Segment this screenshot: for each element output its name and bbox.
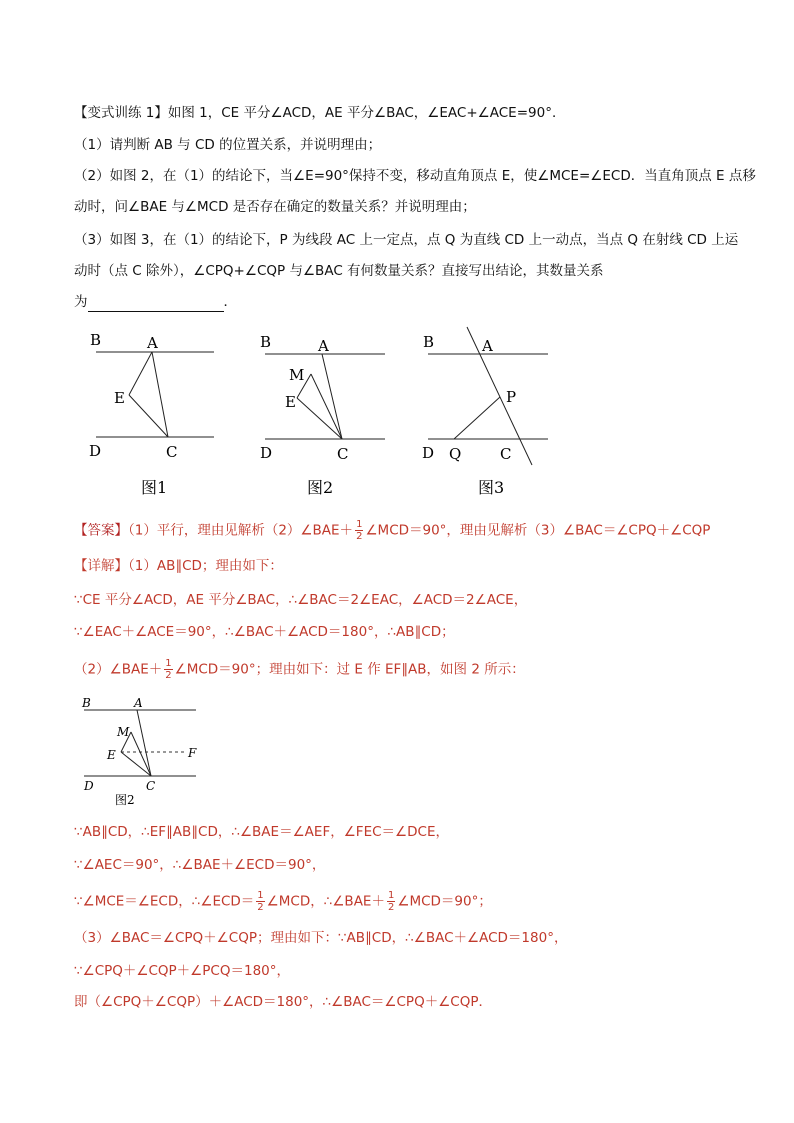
fraction-denominator: 2 — [257, 902, 264, 913]
fraction-denominator: 2 — [387, 902, 395, 913]
detail-line-6: ∵∠AEC＝90°，∴∠BAE＋∠ECD＝90°， — [74, 857, 326, 873]
fig2-label-e: E — [285, 393, 296, 411]
fig2-seg-mc — [311, 374, 342, 439]
figure-2 — [260, 333, 385, 497]
detail-figure — [74, 692, 214, 810]
detail-part1: （1）AB∥CD；理由如下： — [128, 558, 283, 574]
dfig-caption: 图2 — [115, 793, 135, 807]
detail-line-1 — [74, 556, 754, 576]
fig1-seg-ec — [129, 395, 168, 437]
detail-line-5: ∵AB∥CD，∴EF∥AB∥CD，∴∠BAE＝∠AEF，∠FEC＝∠DCE， — [74, 824, 449, 840]
answer-tag: 【答案】 — [74, 522, 128, 539]
figure-1 — [89, 331, 214, 497]
fig3-caption: 图3 — [478, 478, 505, 497]
dfig-label-a: A — [134, 696, 143, 710]
answer-part-2: ∠MCD＝90°，理由见解析（3）∠BAC＝∠CPQ＋∠CQP — [365, 522, 711, 539]
answer-suffix: ． — [223, 294, 237, 310]
fig1-label-a: A — [147, 334, 158, 352]
problem-line-3: （2）如图 2，在（1）的结论下，当∠E=90°保持不变，移动直角顶点 E，使∠MCE=∠ECD．当直角顶点 E 点移 — [74, 168, 756, 184]
fraction-numerator: 1 — [387, 890, 395, 901]
detail-line-9: ∵∠CPQ＋∠CQP＋∠PCQ＝180°， — [74, 963, 290, 979]
detail-7-c: ∠MCD＝90°； — [397, 893, 492, 910]
figures-row — [80, 325, 720, 505]
fig2-seg-ec — [297, 398, 342, 439]
fraction-numerator: 1 — [165, 658, 172, 669]
fig3-label-b: B — [423, 333, 435, 351]
detail-line-10: 即（∠CPQ＋∠CQP）＋∠ACD＝180°，∴∠BAC＝∠CPQ＋∠CQP． — [74, 994, 492, 1010]
fig3-label-a: A — [482, 337, 493, 355]
answer-fraction — [355, 519, 363, 542]
detail-7-b: ∠MCD，∴∠BAE＋ — [266, 893, 385, 910]
fig1-label-d: D — [89, 442, 102, 460]
answer-part-1: （1）平行，理由见解析（2）∠BAE＋ — [128, 522, 354, 539]
fig3-label-c: C — [500, 445, 512, 463]
detail-line-2: ∵CE 平分∠ACD，AE 平分∠BAC，∴∠BAC＝2∠EAC，∠ACD＝2∠ACE， — [74, 592, 528, 608]
fig2-label-b: B — [260, 333, 272, 351]
dfig-label-d: D — [84, 779, 94, 793]
fraction-denominator: 2 — [356, 531, 363, 542]
fig1-seg-ac — [152, 352, 168, 437]
detail-7-fraction-2 — [387, 890, 395, 913]
fig3-label-q: Q — [449, 445, 462, 463]
fig3-label-p: P — [506, 388, 517, 406]
problem-line-6: 动时（点 C 除外），∠CPQ+∠CQP 与∠BAC 有何数量关系？直接写出结论，其数量关系 — [74, 263, 604, 279]
fig2-label-a: A — [318, 337, 329, 355]
fig2-label-c: C — [337, 445, 349, 463]
fig2-caption: 图2 — [307, 478, 334, 497]
fig1-seg-ae — [129, 352, 152, 395]
fig2-seg-ac — [322, 354, 342, 439]
problem-line-2: （1）请判断 AB 与 CD 的位置关系，并说明理由； — [74, 137, 382, 153]
dfig-label-b: B — [82, 696, 91, 710]
fraction-numerator: 1 — [356, 519, 363, 530]
detail-4-post: ∠MCD＝90°；理由如下：过 E 作 EF∥AB，如图 2 所示： — [174, 661, 525, 678]
problem-line-4: 动时，问∠BAE 与∠MCD 是否存在确定的数量关系？并说明理由； — [74, 199, 476, 215]
dfig-seg-mc — [131, 732, 151, 776]
dfig-label-m: M — [117, 725, 130, 739]
answer-line — [74, 519, 754, 542]
fraction-denominator: 2 — [165, 670, 172, 681]
detail-4-pre: （2）∠BAE＋ — [74, 661, 163, 678]
fig3-seg-pq — [454, 397, 500, 439]
fig2-label-m: M — [289, 366, 305, 384]
fig1-label-c: C — [166, 443, 178, 461]
detail-line-7 — [74, 890, 754, 913]
fraction-numerator: 1 — [257, 890, 264, 901]
dfig-label-f: F — [188, 746, 197, 760]
fig1-label-e: E — [114, 389, 125, 407]
detail-7-a: ∵∠MCE＝∠ECD，∴∠ECD＝ — [74, 893, 255, 910]
fig1-label-b: B — [90, 331, 102, 349]
detail-7-fraction-1 — [256, 890, 264, 913]
detail-line-4 — [74, 658, 754, 681]
problem-line-5: （3）如图 3，在（1）的结论下，P 为线段 AC 上一定点，点 Q 为直线 CD 上一动点，当点 Q 在射线 CD 上运 — [74, 232, 739, 248]
detail-tag: 【详解】 — [74, 558, 128, 574]
fig3-label-d: D — [422, 444, 435, 462]
problem-line-7 — [74, 292, 754, 312]
detail-line-3: ∵∠EAC＋∠ACE＝90°，∴∠BAC＋∠ACD＝180°，∴AB∥CD； — [74, 624, 455, 640]
dfig-label-c: C — [146, 779, 156, 793]
dfig-label-e: E — [107, 748, 116, 762]
answer-blank[interactable] — [88, 297, 224, 312]
fig2-label-d: D — [260, 444, 273, 462]
answer-prefix: 为 — [74, 294, 88, 310]
fig1-caption: 图1 — [141, 478, 168, 497]
figure-3 — [422, 327, 548, 497]
detail-4-fraction — [164, 658, 172, 681]
problem-line-1: 【变式训练 1】如图 1，CE 平分∠ACD，AE 平分∠BAC，∠EAC+∠ACE=90°． — [74, 105, 566, 121]
detail-line-8: （3）∠BAC＝∠CPQ＋∠CQP；理由如下：∵AB∥CD，∴∠BAC＋∠ACD＝180°， — [74, 930, 568, 946]
